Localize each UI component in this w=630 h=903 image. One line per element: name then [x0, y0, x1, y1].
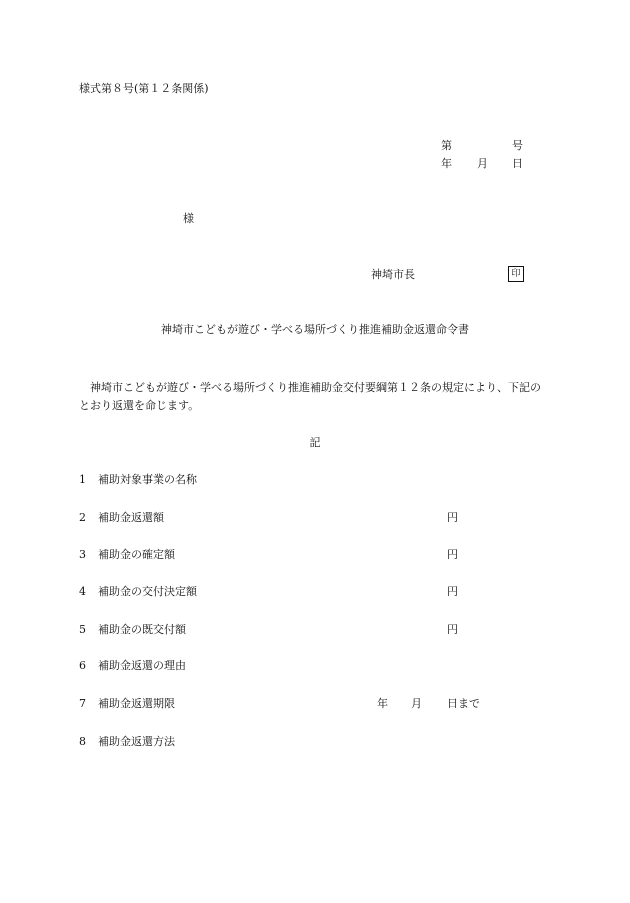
deadline-month: 月 — [411, 697, 422, 710]
ki-label: 記 — [309, 436, 321, 449]
date-year: 年 — [441, 157, 452, 170]
form-header: 様式第８号(第１２条関係) — [79, 82, 209, 95]
item-number: 7 — [79, 697, 86, 710]
date-month: 月 — [477, 157, 488, 170]
addressee-suffix: 様 — [183, 212, 194, 225]
item-number: 6 — [79, 659, 86, 672]
item-number: 8 — [79, 735, 86, 748]
item-number: 1 — [79, 473, 86, 486]
item-number: 2 — [79, 511, 86, 524]
document-title: 神埼市こどもが遊び・学べる場所づくり推進補助金返還命令書 — [161, 323, 469, 336]
item-number: 4 — [79, 585, 86, 598]
item-label: 補助金の交付決定額 — [98, 585, 197, 598]
item-number: 3 — [79, 548, 86, 561]
item-label: 補助金返還の理由 — [98, 659, 186, 672]
item-label: 補助金返還期限 — [98, 697, 175, 710]
item-suffix: 円 — [447, 585, 458, 598]
item-label: 補助対象事業の名称 — [98, 473, 197, 486]
item-suffix: 円 — [447, 548, 458, 561]
seal-mark — [508, 266, 524, 282]
issuer: 神埼市長 — [371, 268, 415, 281]
document-number-dai: 第 — [441, 139, 452, 152]
item-number: 5 — [79, 623, 86, 636]
deadline-year: 年 — [377, 697, 388, 710]
seal-text: 印 — [508, 266, 524, 282]
item-label: 補助金返還方法 — [98, 735, 175, 748]
item-suffix: 円 — [447, 511, 458, 524]
item-label: 補助金の既交付額 — [98, 623, 186, 636]
deadline-day-until: 日まで — [447, 697, 480, 710]
item-label: 補助金返還額 — [98, 511, 164, 524]
body-text: 神埼市こどもが遊び・学べる場所づくり推進補助金交付要綱第１２条の規定により、下記のとおり返還を命じます。 — [79, 381, 541, 412]
date-day: 日 — [512, 157, 523, 170]
document-number-go: 号 — [512, 139, 523, 152]
item-suffix: 円 — [447, 623, 458, 636]
item-label: 補助金の確定額 — [98, 548, 175, 561]
